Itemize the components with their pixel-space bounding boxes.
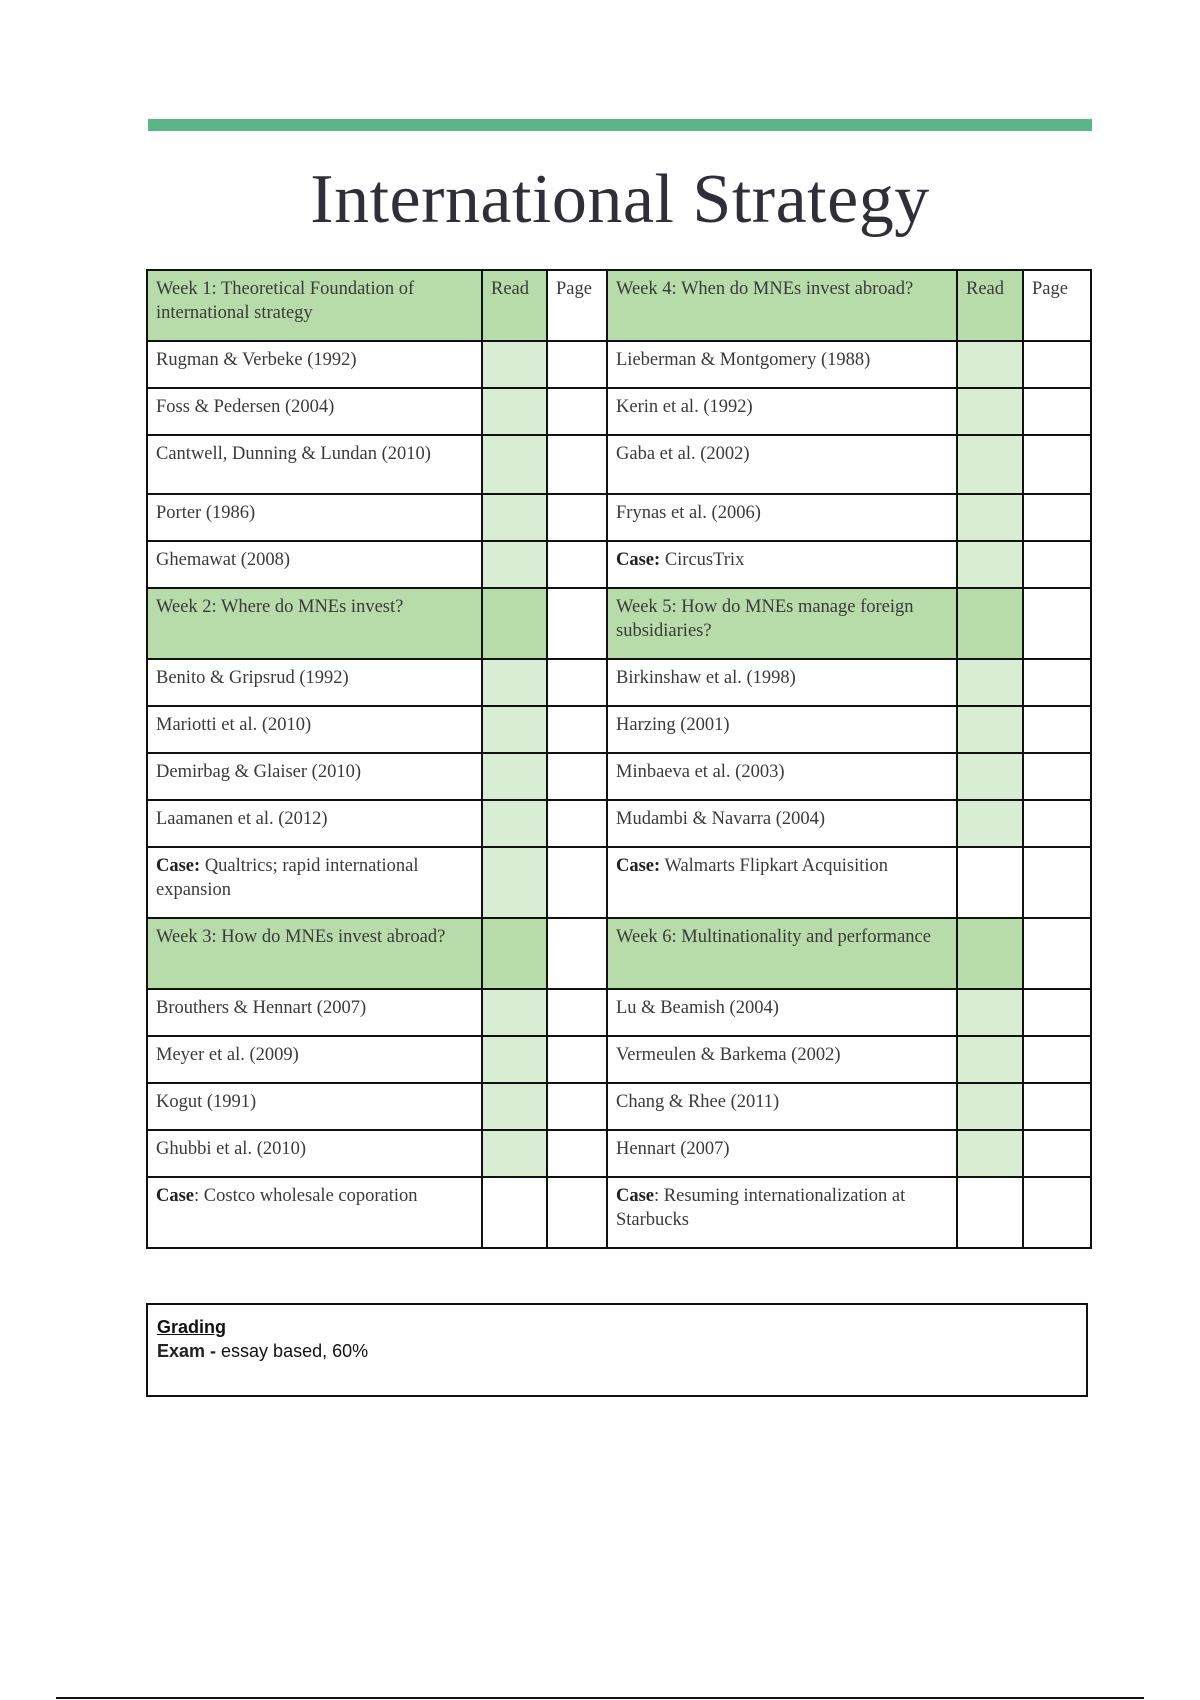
bottom-rule xyxy=(56,1697,1144,1699)
page-cell[interactable] xyxy=(547,753,607,800)
reading-item: Laamanen et al. (2012) xyxy=(147,800,482,847)
read-checkbox-cell[interactable] xyxy=(957,753,1023,800)
page-cell[interactable] xyxy=(547,541,607,588)
read-checkbox-cell[interactable] xyxy=(957,588,1023,659)
read-checkbox-cell[interactable] xyxy=(482,706,547,753)
reading-item: Kerin et al. (1992) xyxy=(607,388,957,435)
top-accent-bar xyxy=(148,119,1092,131)
grading-box xyxy=(146,1303,1088,1397)
week-2-header: Week 2: Where do MNEs invest? xyxy=(147,588,482,659)
read-checkbox-cell[interactable] xyxy=(482,1177,547,1248)
page-cell[interactable] xyxy=(547,706,607,753)
page-cell[interactable] xyxy=(1023,847,1091,918)
reading-item: Lieberman & Montgomery (1988) xyxy=(607,341,957,388)
page-cell[interactable] xyxy=(1023,341,1091,388)
reading-item: Hennart (2007) xyxy=(607,1130,957,1177)
read-checkbox-cell[interactable] xyxy=(482,541,547,588)
reading-item: Meyer et al. (2009) xyxy=(147,1036,482,1083)
read-checkbox-cell[interactable] xyxy=(482,918,547,989)
grading-exam-line xyxy=(157,1339,1077,1363)
page-cell[interactable] xyxy=(1023,918,1091,989)
page-cell[interactable] xyxy=(1023,388,1091,435)
page-cell[interactable] xyxy=(1023,494,1091,541)
page-cell[interactable] xyxy=(547,800,607,847)
page-column-header: Page xyxy=(547,270,607,341)
case-item xyxy=(147,847,482,918)
case-text: CircusTrix xyxy=(660,550,745,570)
read-checkbox-cell[interactable] xyxy=(482,388,547,435)
reading-item: Minbaeva et al. (2003) xyxy=(607,753,957,800)
read-checkbox-cell[interactable] xyxy=(482,1083,547,1130)
read-checkbox-cell[interactable] xyxy=(957,341,1023,388)
case-text: : Resuming internationalization at Starbucks xyxy=(616,1186,906,1231)
week-1-header: Week 1: Theoretical Foundation of international strategy xyxy=(147,270,482,341)
reading-item: Chang & Rhee (2011) xyxy=(607,1083,957,1130)
page-cell[interactable] xyxy=(547,847,607,918)
read-checkbox-cell[interactable] xyxy=(957,989,1023,1036)
case-item xyxy=(147,1177,482,1248)
week-3-header: Week 3: How do MNEs invest abroad? xyxy=(147,918,482,989)
page-cell[interactable] xyxy=(1023,800,1091,847)
reading-item: Ghemawat (2008) xyxy=(147,541,482,588)
week-5-header: Week 5: How do MNEs manage foreign subsidiaries? xyxy=(607,588,957,659)
page-cell[interactable] xyxy=(1023,435,1091,494)
read-checkbox-cell[interactable] xyxy=(957,1130,1023,1177)
page-cell[interactable] xyxy=(1023,541,1091,588)
page-cell[interactable] xyxy=(547,388,607,435)
reading-item: Frynas et al. (2006) xyxy=(607,494,957,541)
reading-item: Mariotti et al. (2010) xyxy=(147,706,482,753)
page-cell[interactable] xyxy=(1023,1083,1091,1130)
case-text: : Costco wholesale coporation xyxy=(194,1186,418,1206)
week-4-header: Week 4: When do MNEs invest abroad? xyxy=(607,270,957,341)
read-checkbox-cell[interactable] xyxy=(957,1177,1023,1248)
reading-item: Cantwell, Dunning & Lundan (2010) xyxy=(147,435,482,494)
read-column-header: Read xyxy=(482,270,547,341)
page-cell[interactable] xyxy=(1023,706,1091,753)
read-checkbox-cell[interactable] xyxy=(482,341,547,388)
grading-title: Grading xyxy=(157,1317,227,1337)
read-checkbox-cell[interactable] xyxy=(482,1130,547,1177)
read-column-header: Read xyxy=(957,270,1023,341)
page-cell[interactable] xyxy=(1023,588,1091,659)
case-item xyxy=(607,1177,957,1248)
page-cell[interactable] xyxy=(1023,659,1091,706)
page-cell[interactable] xyxy=(547,435,607,494)
reading-item: Birkinshaw et al. (1998) xyxy=(607,659,957,706)
page-cell[interactable] xyxy=(547,918,607,989)
read-checkbox-cell[interactable] xyxy=(482,753,547,800)
exam-label: Exam - xyxy=(157,1341,217,1362)
read-checkbox-cell[interactable] xyxy=(482,800,547,847)
case-item xyxy=(607,847,957,918)
page-title: International Strategy xyxy=(310,161,930,238)
reading-item: Porter (1986) xyxy=(147,494,482,541)
reading-item: Brouthers & Hennart (2007) xyxy=(147,989,482,1036)
read-checkbox-cell[interactable] xyxy=(957,706,1023,753)
case-text: Qualtrics; rapid international expansion xyxy=(156,856,419,901)
read-checkbox-cell[interactable] xyxy=(957,435,1023,494)
page-cell[interactable] xyxy=(547,341,607,388)
read-checkbox-cell[interactable] xyxy=(482,989,547,1036)
page-cell[interactable] xyxy=(547,989,607,1036)
reading-list-table xyxy=(146,269,1092,1249)
page-cell[interactable] xyxy=(1023,1130,1091,1177)
read-checkbox-cell[interactable] xyxy=(482,659,547,706)
case-label: Case: xyxy=(156,856,201,876)
reading-item: Rugman & Verbeke (1992) xyxy=(147,341,482,388)
case-label: Case: xyxy=(616,550,661,570)
read-checkbox-cell[interactable] xyxy=(957,541,1023,588)
case-text: Walmarts Flipkart Acquisition xyxy=(660,856,889,876)
page-cell[interactable] xyxy=(1023,989,1091,1036)
reading-item: Kogut (1991) xyxy=(147,1083,482,1130)
reading-item: Foss & Pedersen (2004) xyxy=(147,388,482,435)
page-cell[interactable] xyxy=(1023,753,1091,800)
read-checkbox-cell[interactable] xyxy=(482,1036,547,1083)
reading-item: Ghubbi et al. (2010) xyxy=(147,1130,482,1177)
read-checkbox-cell[interactable] xyxy=(482,847,547,918)
reading-item: Harzing (2001) xyxy=(607,706,957,753)
reading-item: Mudambi & Navarra (2004) xyxy=(607,800,957,847)
page-cell[interactable] xyxy=(547,1177,607,1248)
page-cell[interactable] xyxy=(1023,1036,1091,1083)
read-checkbox-cell[interactable] xyxy=(482,435,547,494)
page-cell[interactable] xyxy=(1023,1177,1091,1248)
reading-item: Vermeulen & Barkema (2002) xyxy=(607,1036,957,1083)
page-cell[interactable] xyxy=(547,659,607,706)
read-checkbox-cell[interactable] xyxy=(482,494,547,541)
case-label: Case xyxy=(616,1186,655,1206)
read-checkbox-cell[interactable] xyxy=(482,588,547,659)
read-checkbox-cell[interactable] xyxy=(957,1036,1023,1083)
page-cell[interactable] xyxy=(547,1130,607,1177)
page-cell[interactable] xyxy=(547,494,607,541)
case-label: Case: xyxy=(616,856,661,876)
read-checkbox-cell[interactable] xyxy=(957,494,1023,541)
page-cell[interactable] xyxy=(547,1036,607,1083)
week-6-header: Week 6: Multinationality and performance xyxy=(607,918,957,989)
read-checkbox-cell[interactable] xyxy=(957,918,1023,989)
read-checkbox-cell[interactable] xyxy=(957,1083,1023,1130)
case-item xyxy=(607,541,957,588)
exam-text: essay based, 60% xyxy=(216,1341,369,1362)
page-column-header: Page xyxy=(1023,270,1091,341)
page-cell[interactable] xyxy=(547,1083,607,1130)
case-label: Case xyxy=(156,1186,195,1206)
reading-item: Lu & Beamish (2004) xyxy=(607,989,957,1036)
read-checkbox-cell[interactable] xyxy=(957,388,1023,435)
page-cell[interactable] xyxy=(547,588,607,659)
reading-item: Demirbag & Glaiser (2010) xyxy=(147,753,482,800)
reading-item: Gaba et al. (2002) xyxy=(607,435,957,494)
read-checkbox-cell[interactable] xyxy=(957,659,1023,706)
reading-item: Benito & Gripsrud (1992) xyxy=(147,659,482,706)
read-checkbox-cell[interactable] xyxy=(957,847,1023,918)
read-checkbox-cell[interactable] xyxy=(957,800,1023,847)
